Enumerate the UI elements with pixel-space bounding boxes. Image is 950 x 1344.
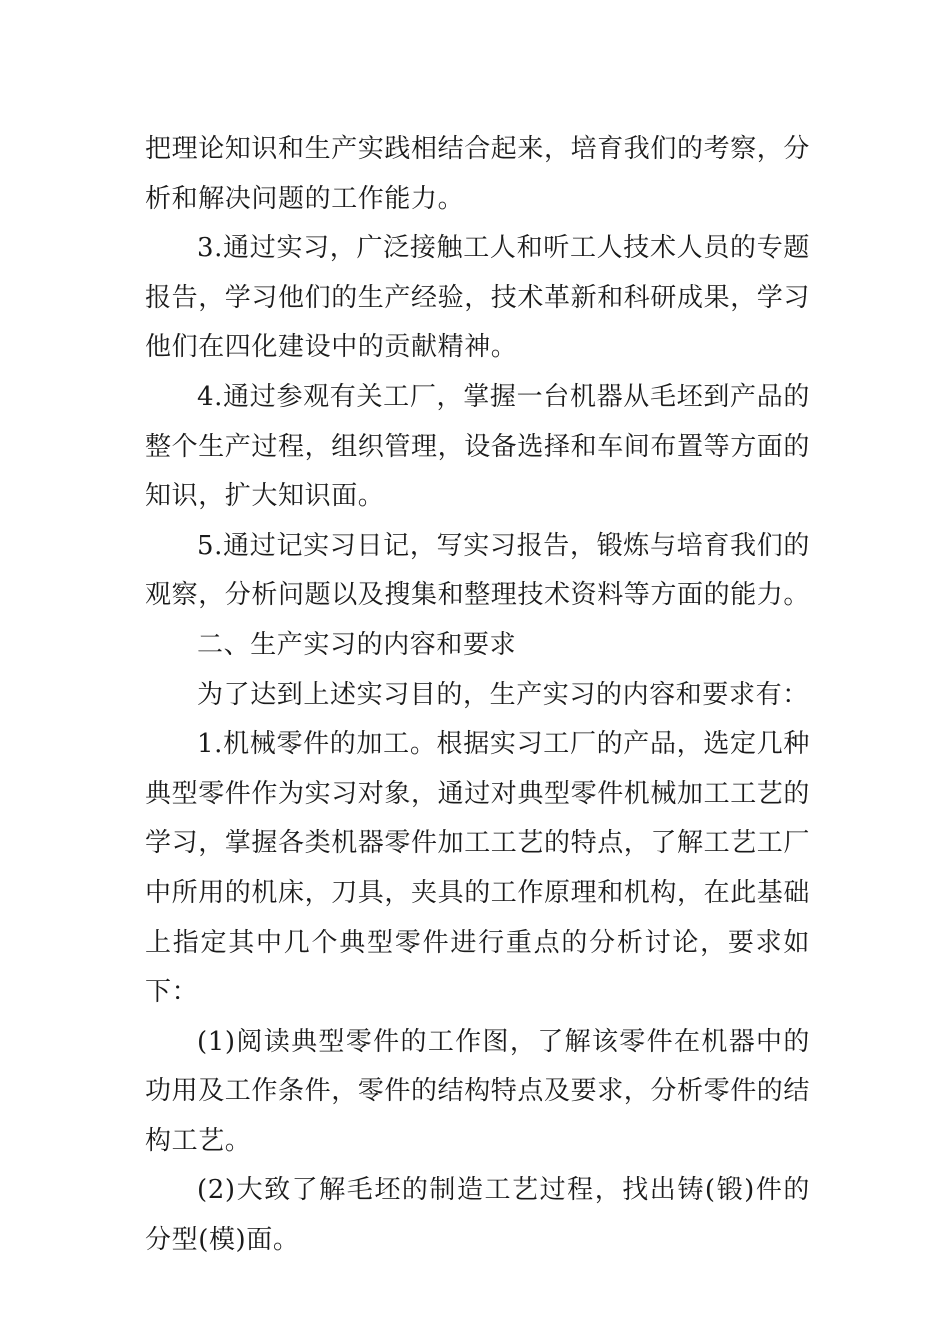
paragraph-4: 5.通过记实习日记，写实习报告，锻炼与培育我们的观察，分析问题以及搜集和整理技术资料等方面的能力。 <box>145 530 811 611</box>
paragraph-7: 1.机械零件的加工。根据实习工厂的产品，选定几种典型零件作为实习对象，通过对典型零件机械加工工艺的学习，掌握各类机器零件加工工艺的特点，了解工艺工厂中所用的机床，刀具，夹具的工作原理和机构，在此基础上指定其中几个典型零件进行重点的分析讨论，要求如下： <box>145 729 811 1008</box>
paragraph-8: (1)阅读典型零件的工作图，了解该零件在机器中的功用及工作条件，零件的结构特点及要求，分析零件的结构工艺。 <box>145 1026 811 1156</box>
paragraph-2: 3.通过实习，广泛接触工人和听工人技术人员的专题报告，学习他们的生产经验，技术革新和科研成果，学习他们在四化建设中的贡献精神。 <box>145 233 811 363</box>
paragraph-6: 为了达到上述实习目的，生产实习的内容和要求有： <box>197 679 809 710</box>
paragraph-3: 4.通过参观有关工厂，掌握一台机器从毛坯到产品的整个生产过程，组织管理，设备选择和车间布置等方面的知识，扩大知识面。 <box>145 381 811 512</box>
document-body <box>145 125 810 1266</box>
paragraph-9: (2)大致了解毛坯的制造工艺过程，找出铸(锻)件的分型(模)面。 <box>145 1175 810 1256</box>
section-heading: 二、生产实习的内容和要求 <box>197 629 517 660</box>
paragraph-1: 把理论知识和生产实践相结合起来，培育我们的考察，分析和解决问题的工作能力。 <box>145 134 811 214</box>
